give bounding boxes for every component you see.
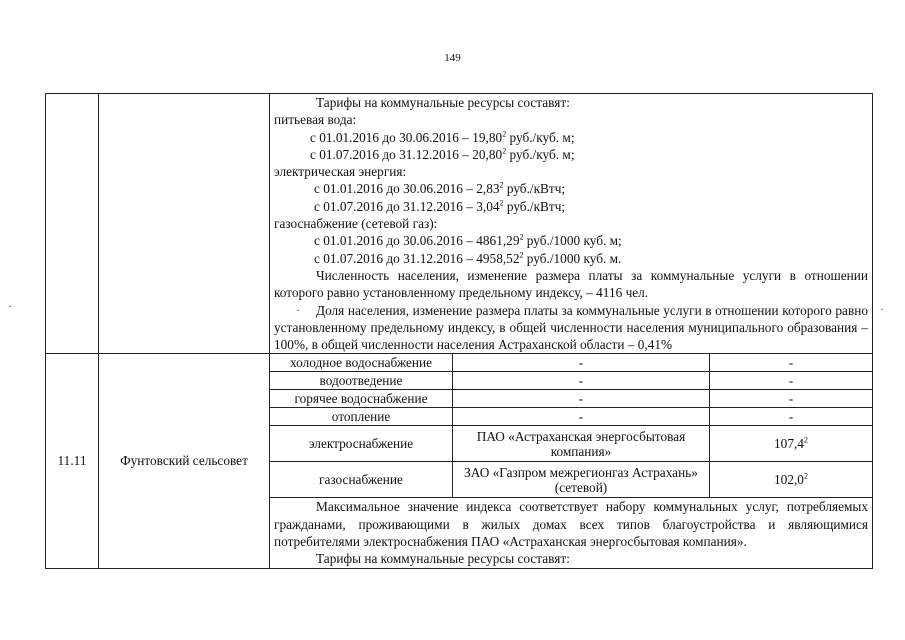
service-org: ЗАО «Газпром межрегионгаз Астрахань» (сетевой) — [453, 462, 710, 498]
service-org: - — [453, 354, 710, 372]
scan-speck: · — [880, 302, 884, 316]
cell-tariffs-text — [270, 94, 873, 354]
service-name: холодное водоснабжение — [270, 354, 453, 372]
tariff-line: с 01.01.2016 до 30.06.2016 – 4861,29$^2$ руб./1000 куб. м; — [314, 232, 622, 249]
cell-number-empty — [46, 94, 99, 354]
scan-speck: · — [296, 303, 300, 317]
services-table — [270, 354, 872, 498]
service-name: горячее водоснабжение — [270, 390, 453, 408]
population-paragraph: Численность населения, изменение размера платы за коммунальные услуги в отношении которого равно установленному предельному индексу, – 4116 чел. — [274, 267, 868, 301]
cell-services — [270, 354, 873, 568]
tariffs-intro: Тарифы на коммунальные ресурсы составят: — [316, 95, 570, 110]
settlement-name: Фунтовский сельсовет — [99, 354, 270, 568]
tariff-line: с 01.01.2016 до 30.06.2016 – 19,80$^2$ руб./куб. м; — [310, 129, 575, 145]
group-name: питьевая вода: — [274, 112, 357, 128]
group-name: электрическая энергия: — [274, 164, 407, 180]
service-index: - — [710, 390, 873, 408]
tariff-line: с 01.07.2016 до 31.12.2016 – 20,80$^2$ руб./куб. м; — [310, 146, 575, 162]
service-row — [270, 408, 872, 426]
service-row — [270, 354, 872, 372]
service-name: газоснабжение — [270, 462, 453, 498]
service-row — [270, 426, 872, 462]
service-index: - — [710, 354, 873, 372]
row-number: 11.11 — [46, 354, 99, 568]
service-index: 107,4$^2$ — [710, 426, 873, 462]
service-name: электроснабжение — [270, 426, 453, 462]
max-index-block — [270, 498, 872, 567]
service-name: отопление — [270, 408, 453, 426]
service-row — [270, 462, 872, 498]
max-index-paragraph: Максимальное значение индекса соответствует набору коммунальных услуг, потребляемых гражданами, проживающими в жилых домах всех типов благоустройства и являющимися потребителями электроснабжения ПАО «Астраханская энергосбытовая компания». — [274, 499, 868, 550]
table-row-continued — [46, 94, 873, 354]
cell-name-empty — [99, 94, 270, 354]
service-org: - — [453, 390, 710, 408]
table-row-settlement — [46, 354, 873, 568]
service-index: - — [710, 408, 873, 426]
service-org: ПАО «Астраханская энергосбытовая компания» — [453, 426, 710, 462]
service-name: водоотведение — [270, 372, 453, 390]
service-org: - — [453, 408, 710, 426]
share-paragraph: Доля населения, изменение размера платы за коммунальные услуги в отношении которого равно установленному предельному индексу, в общей численности населения муниципального образования – 100%, в общей численности населения Астраханской области – 0,41% — [274, 302, 868, 353]
tariff-table — [45, 93, 873, 569]
service-index: 102,0$^2$ — [710, 462, 873, 498]
service-index: - — [710, 372, 873, 390]
tariff-line: с 01.07.2016 до 31.12.2016 – 3,04$^2$ руб./кВтч; — [314, 198, 566, 214]
service-row — [270, 390, 872, 408]
group-name: газоснабжение (сетевой газ): — [274, 216, 438, 232]
page-number: 149 — [444, 52, 461, 64]
tariff-line: с 01.07.2016 до 31.12.2016 – 4958,52$^2$ руб./1000 куб. м. — [314, 250, 622, 266]
service-org: - — [453, 372, 710, 390]
tariff-line: с 01.01.2016 до 30.06.2016 – 2,83$^2$ руб./кВтч; — [314, 181, 566, 197]
scan-speck: · — [8, 299, 12, 313]
tariffs-intro-2: Тарифы на коммунальные ресурсы составят: — [316, 551, 570, 567]
service-row — [270, 372, 872, 390]
